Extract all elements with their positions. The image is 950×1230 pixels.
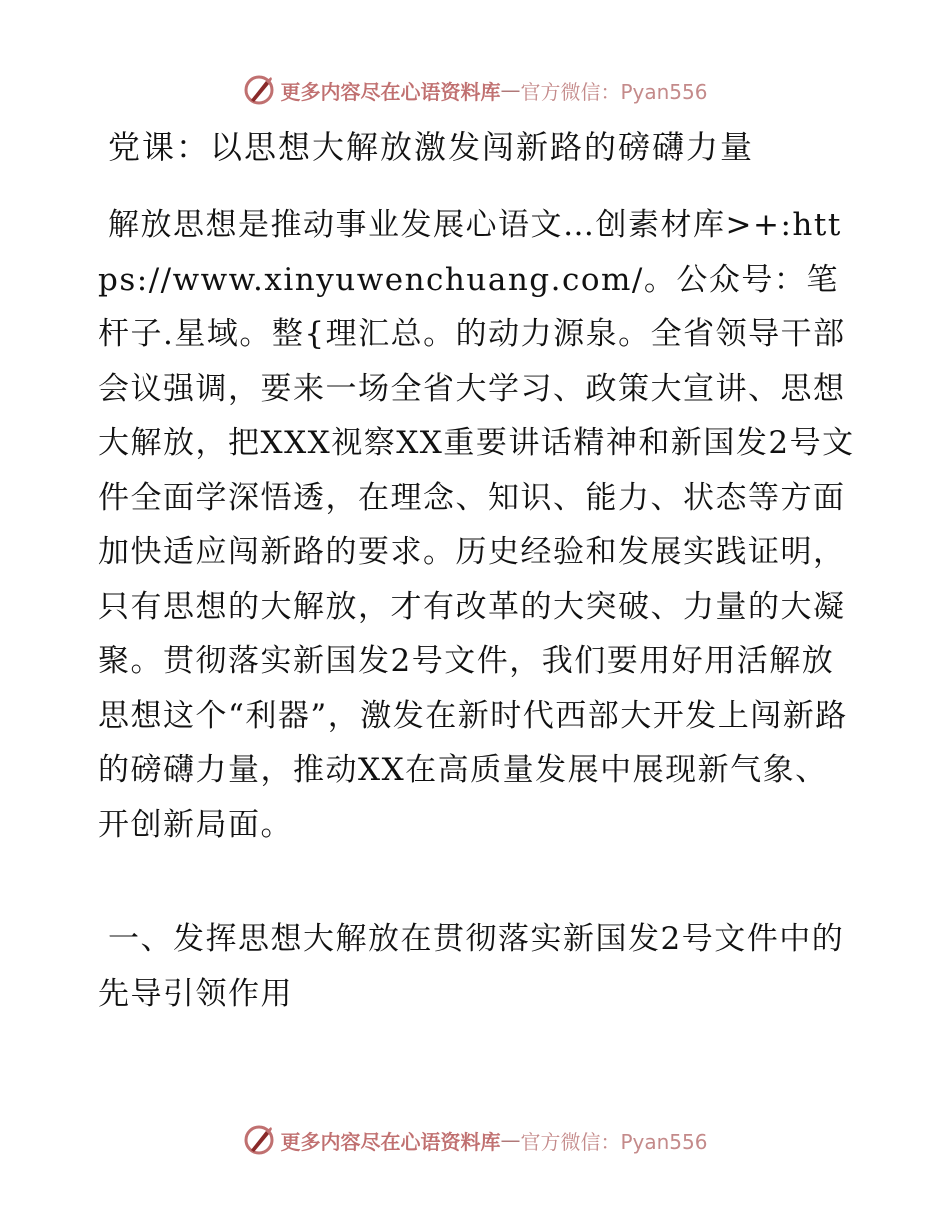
watermark-separator: — — [500, 1128, 521, 1152]
watermark-brand-text: 更多内容尽在心语资料库 — [280, 1129, 501, 1154]
quill-pen-logo-icon — [242, 73, 276, 107]
document-title: 党课：以思想大解放激发闯新路的磅礴力量 — [108, 128, 755, 166]
watermark-separator: — — [500, 78, 521, 102]
body-paragraph: 解放思想是推动事业发展心语文…创素材库>+:https://www.xinyuwenchuang.com/。公众号：笔杆子.星域。整{理汇总。的动力源泉。全省领导干部会议强调，要来一场全省大学习、政策大宣讲、思想大解放，把XXX视察XX重要讲话精神和新国发2号文件全面学深悟透，在理念、知识、能力、状态等方面加快适应闯新路的要求。历史经验和发展实践证明，只有思想的大解放，才有改革的大突破、力量的大凝聚。贯彻落实新国发2号文件，我们要用好用活解放思想这个“利器”，激发在新时代西部大开发上闯新路的磅礴力量，推动XX在高质量发展中展现新气象、开创新局面。 — [98, 207, 855, 843]
section-heading: 一、发挥思想大解放在贯彻落实新国发2号文件中的先导引领作用 — [98, 921, 845, 1012]
watermark-wechat-text: 官方微信：Pyan556 — [520, 1129, 708, 1154]
watermark-brand-text: 更多内容尽在心语资料库 — [280, 79, 501, 104]
watermark-wechat-text: 官方微信：Pyan556 — [520, 79, 708, 104]
header-watermark — [0, 70, 950, 110]
quill-pen-logo-icon — [242, 1123, 276, 1157]
footer-watermark — [0, 1120, 950, 1160]
